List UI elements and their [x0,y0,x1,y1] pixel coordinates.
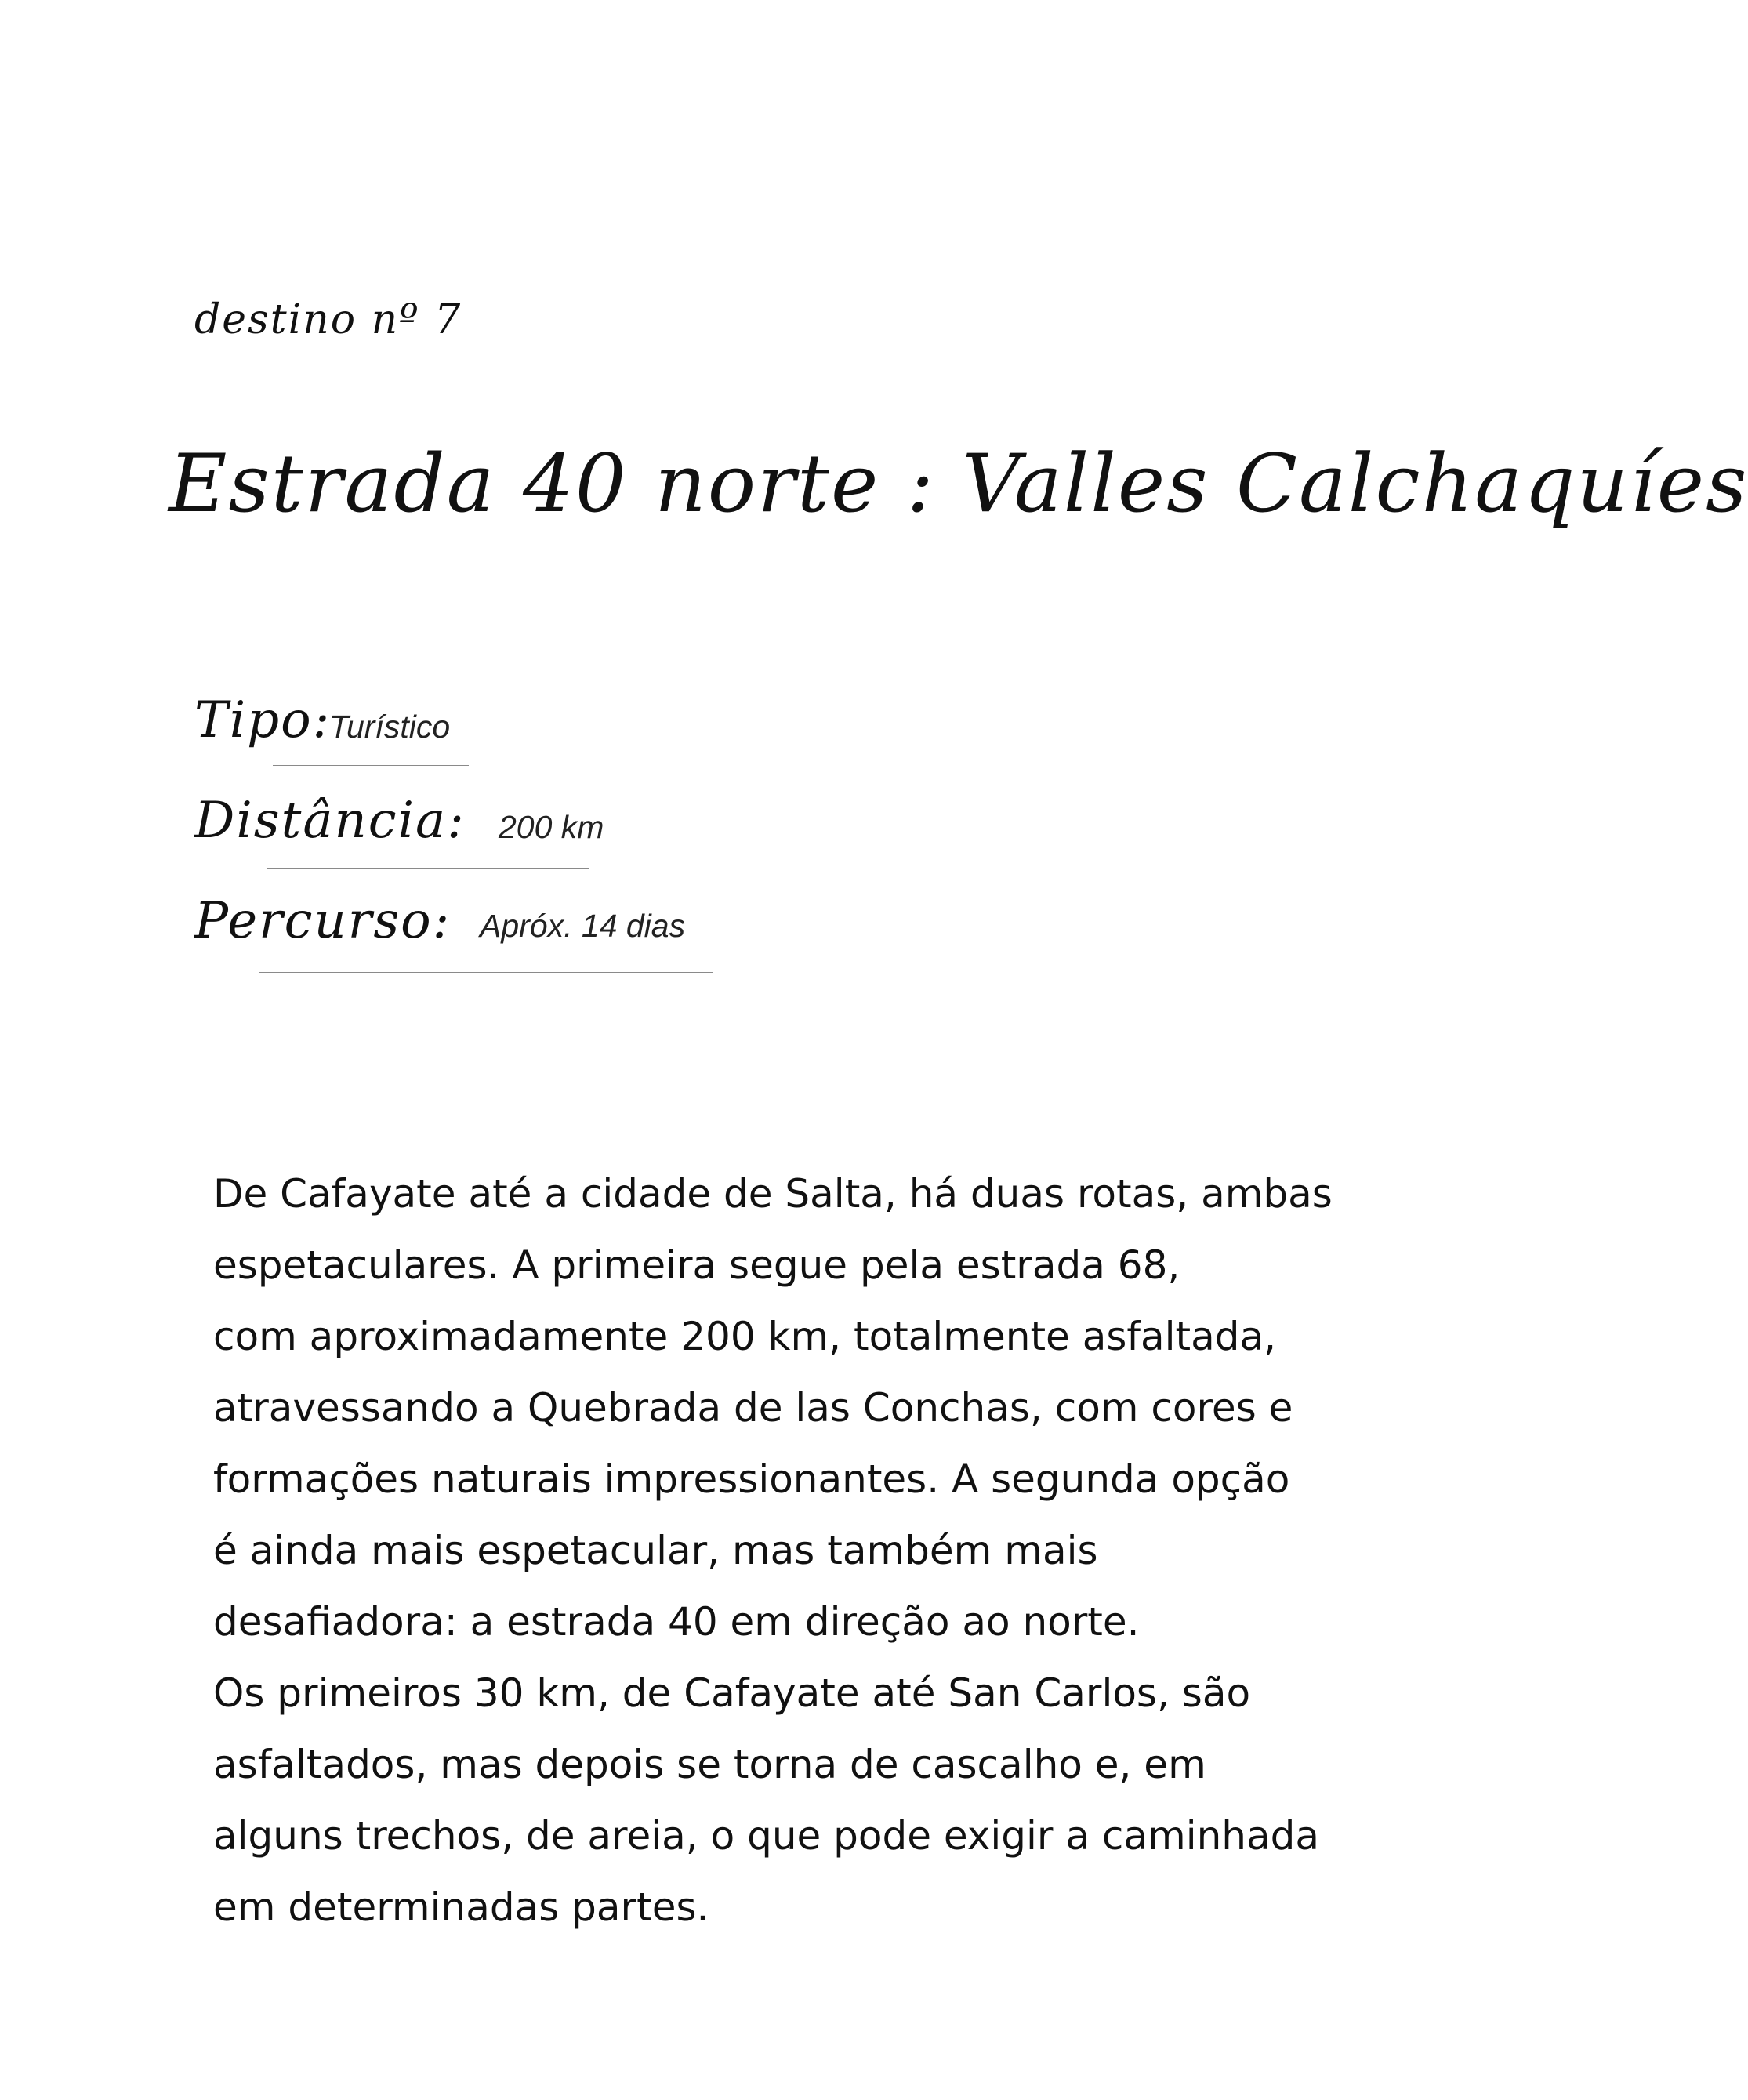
body-line: é ainda mais espetacular, mas também mais [213,1528,1098,1573]
body-line: alguns trechos, de areia, o que pode exigir a caminhada [213,1813,1319,1859]
distancia-label: Distância: [194,792,466,850]
percurso-label: Percurso: [194,892,452,950]
percurso-value: Apróx. 14 dias [480,908,686,944]
tipo-underline [273,765,469,766]
body-line: Os primeiros 30 km, de Cafayate até San Carlos, são [213,1670,1251,1716]
distancia-underline [267,868,589,869]
distancia-value: 200 km [499,809,604,845]
body-line: com aproximadamente 200 km, totalmente asfaltada, [213,1314,1277,1359]
destination-number: destino nº 7 [194,296,462,343]
body-line: atravessando a Quebrada de las Conchas, com cores e [213,1385,1293,1431]
body-line: desafiadora: a estrada 40 em direção ao norte. [213,1599,1140,1645]
body-line: espetaculares. A primeira segue pela estrada 68, [213,1242,1180,1288]
page-title: Estrada 40 norte : Valles Calchaquíes [169,437,1748,531]
distancia-field [194,790,633,861]
body-paragraph [213,1159,1350,1943]
tipo-label: Tipo: [194,691,332,749]
body-line: asfaltados, mas depois se torna de cascalho e, em [213,1742,1206,1787]
tipo-value: Turístico [329,709,451,745]
body-line: formações naturais impressionantes. A segunda opção [213,1456,1290,1502]
percurso-field [194,890,743,961]
tipo-field [194,690,508,760]
percurso-underline [259,972,713,973]
body-line: em determinadas partes. [213,1884,709,1930]
body-line: De Cafayate até a cidade de Salta, há duas rotas, ambas [213,1171,1333,1217]
